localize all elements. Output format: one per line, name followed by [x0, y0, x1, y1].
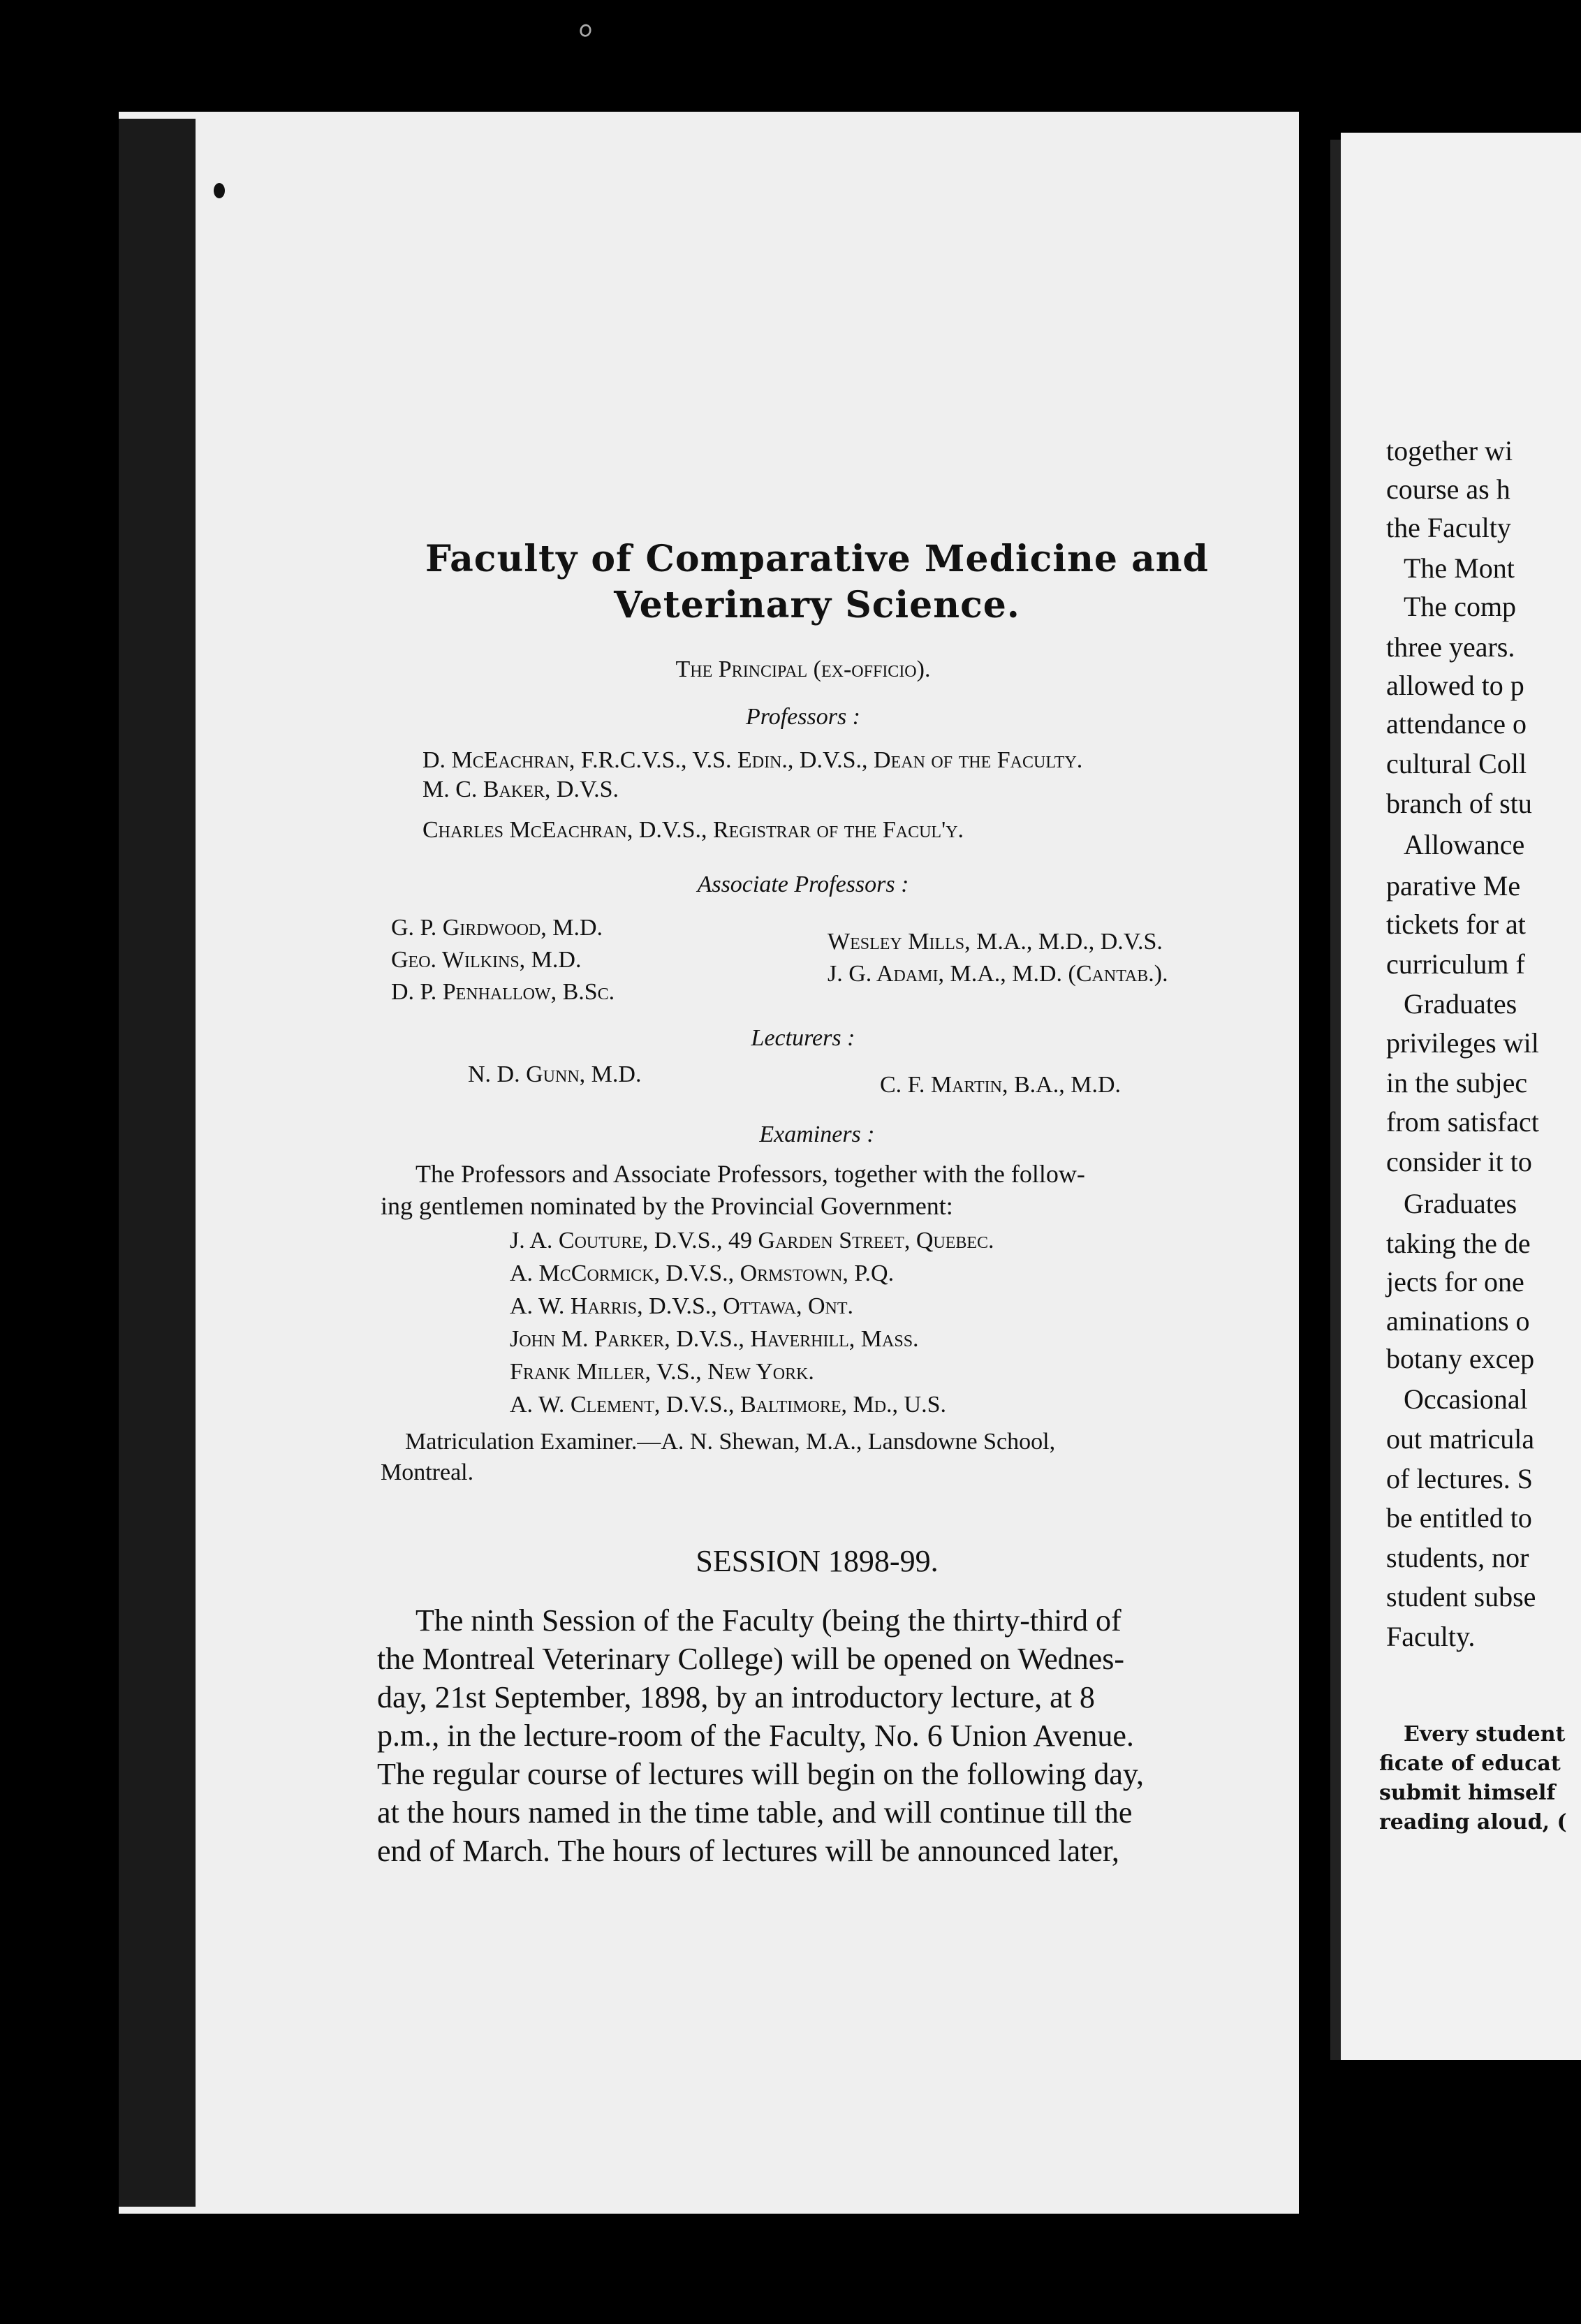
principal-line: The Principal (ex-officio). [675, 656, 931, 682]
associate-left-line: D. P. Penhallow, B.Sc. [391, 979, 615, 1005]
right-page-line: privileges wil [1386, 1027, 1539, 1059]
right-page-line: from satisfact [1386, 1106, 1539, 1138]
right-page-line: student subse [1386, 1581, 1536, 1612]
examiner-line: J. A. Couture, D.V.S., 49 Garden Street, Quebec. [510, 1228, 994, 1253]
examiners-heading: Examiners : [759, 1121, 875, 1147]
right-page-line: three years. [1386, 631, 1515, 663]
session-heading: SESSION 1898-99. [696, 1544, 939, 1578]
right-page-line: branch of stu [1386, 788, 1532, 819]
right-page-line: Graduates [1404, 988, 1517, 1020]
associate-left-line: G. P. Girdwood, M.D. [391, 915, 603, 941]
right-page-bold-line: Every student [1404, 1722, 1566, 1746]
professor-line: Charles McEachran, D.V.S., Registrar of the Facul'y. [422, 817, 964, 843]
right-page-line: attendance o [1386, 708, 1527, 740]
right-page-line: tickets for at [1386, 909, 1526, 940]
right-page-line: botany excep [1386, 1343, 1535, 1374]
right-page-line: students, nor [1386, 1542, 1529, 1573]
right-page-line: aminations o [1386, 1305, 1530, 1337]
right-page-line: parative Me [1386, 870, 1521, 902]
right-page-line: The Mont [1404, 552, 1515, 584]
associate-right-line: Wesley Mills, M.A., M.D., D.V.S. [828, 929, 1163, 955]
lecturer-line: N. D. Gunn, M.D. [468, 1061, 642, 1087]
examiner-line: A. W. Clement, D.V.S., Baltimore, Md., U.S. [510, 1392, 947, 1418]
right-page-line: allowed to p [1386, 670, 1524, 701]
examiner-line: A. McCormick, D.V.S., Ormstown, P.Q. [510, 1260, 895, 1286]
right-page-bold-line: submit himself [1379, 1781, 1556, 1805]
examiners-intro-line: The Professors and Associate Professors, together with the follow- [416, 1160, 1085, 1188]
examiners-intro-line: ing gentlemen nominated by the Provincial Government: [381, 1192, 953, 1220]
right-page-line: cultural Coll [1386, 748, 1527, 779]
examiner-line: John M. Parker, D.V.S., Haverhill, Mass. [510, 1326, 919, 1352]
right-page-line: Faculty. [1386, 1621, 1476, 1652]
lecturers-heading: Lecturers : [751, 1025, 855, 1051]
examiner-line: Frank Miller, V.S., New York. [510, 1359, 814, 1385]
lecturer-line: C. F. Martin, B.A., M.D. [880, 1072, 1121, 1098]
session-paragraph-line: end of March. The hours of lectures will be announced later, [377, 1834, 1119, 1868]
session-paragraph-line: The regular course of lectures will begin on the following day, [377, 1757, 1145, 1791]
right-page-line: taking the de [1386, 1228, 1531, 1259]
matriculation-line: Matriculation Examiner.—A. N. Shewan, M.A., Lansdowne School, [405, 1429, 1056, 1455]
right-page-line: of lectures. S [1386, 1463, 1533, 1494]
professor-line: M. C. Baker, D.V.S. [422, 777, 619, 802]
right-page-line: Occasional [1404, 1383, 1528, 1415]
right-page-line: Allowance [1404, 829, 1525, 860]
right-page-line: consider it to [1386, 1146, 1532, 1177]
session-paragraph-line: p.m., in the lecture-room of the Faculty, No. 6 Union Avenue. [377, 1719, 1134, 1753]
professor-line: D. McEachran, F.R.C.V.S., V.S. Edin., D.V.S., Dean of the Faculty. [422, 747, 1083, 773]
right-page-line: Graduates [1404, 1188, 1517, 1219]
right-page-line: curriculum f [1386, 948, 1525, 980]
associate-right-line: J. G. Adami, M.A., M.D. (Cantab.). [828, 961, 1168, 987]
faculty-title-line1: Faculty of Comparative Medicine and [425, 538, 1209, 580]
right-page-line: be entitled to [1386, 1502, 1532, 1534]
right-page-line: together wi [1386, 435, 1513, 466]
session-paragraph-line: day, 21st September, 1898, by an introductory lecture, at 8 [377, 1680, 1095, 1714]
right-page-line: out matricula [1386, 1423, 1535, 1455]
ink-spot [214, 183, 225, 198]
page-gutter [119, 119, 196, 2207]
right-page-line: jects for one [1386, 1266, 1524, 1297]
examiner-line: A. W. Harris, D.V.S., Ottawa, Ont. [510, 1293, 854, 1319]
right-page-line: The comp [1404, 591, 1517, 622]
associate-heading: Associate Professors : [697, 872, 909, 897]
professors-heading: Professors : [745, 704, 861, 730]
matriculation-line: Montreal. [381, 1459, 474, 1485]
right-page-line: course as h [1386, 473, 1510, 505]
session-paragraph-line: at the hours named in the time table, and will continue till the [377, 1795, 1133, 1830]
right-page-bold-line: ficate of educat [1379, 1751, 1561, 1776]
right-page-bold-line: reading aloud, ( [1379, 1810, 1567, 1834]
faculty-title-line2: Veterinary Science. [614, 584, 1020, 626]
session-paragraph-line: the Montreal Veterinary College) will be opened on Wednes- [377, 1642, 1125, 1676]
right-page-line: in the subjec [1386, 1067, 1528, 1098]
pencil-mark: ﾟ [564, 20, 607, 87]
session-paragraph-line: The ninth Session of the Faculty (being the thirty-third of [416, 1603, 1122, 1638]
associate-left-line: Geo. Wilkins, M.D. [391, 947, 582, 973]
right-page-line: the Faculty [1386, 512, 1511, 543]
